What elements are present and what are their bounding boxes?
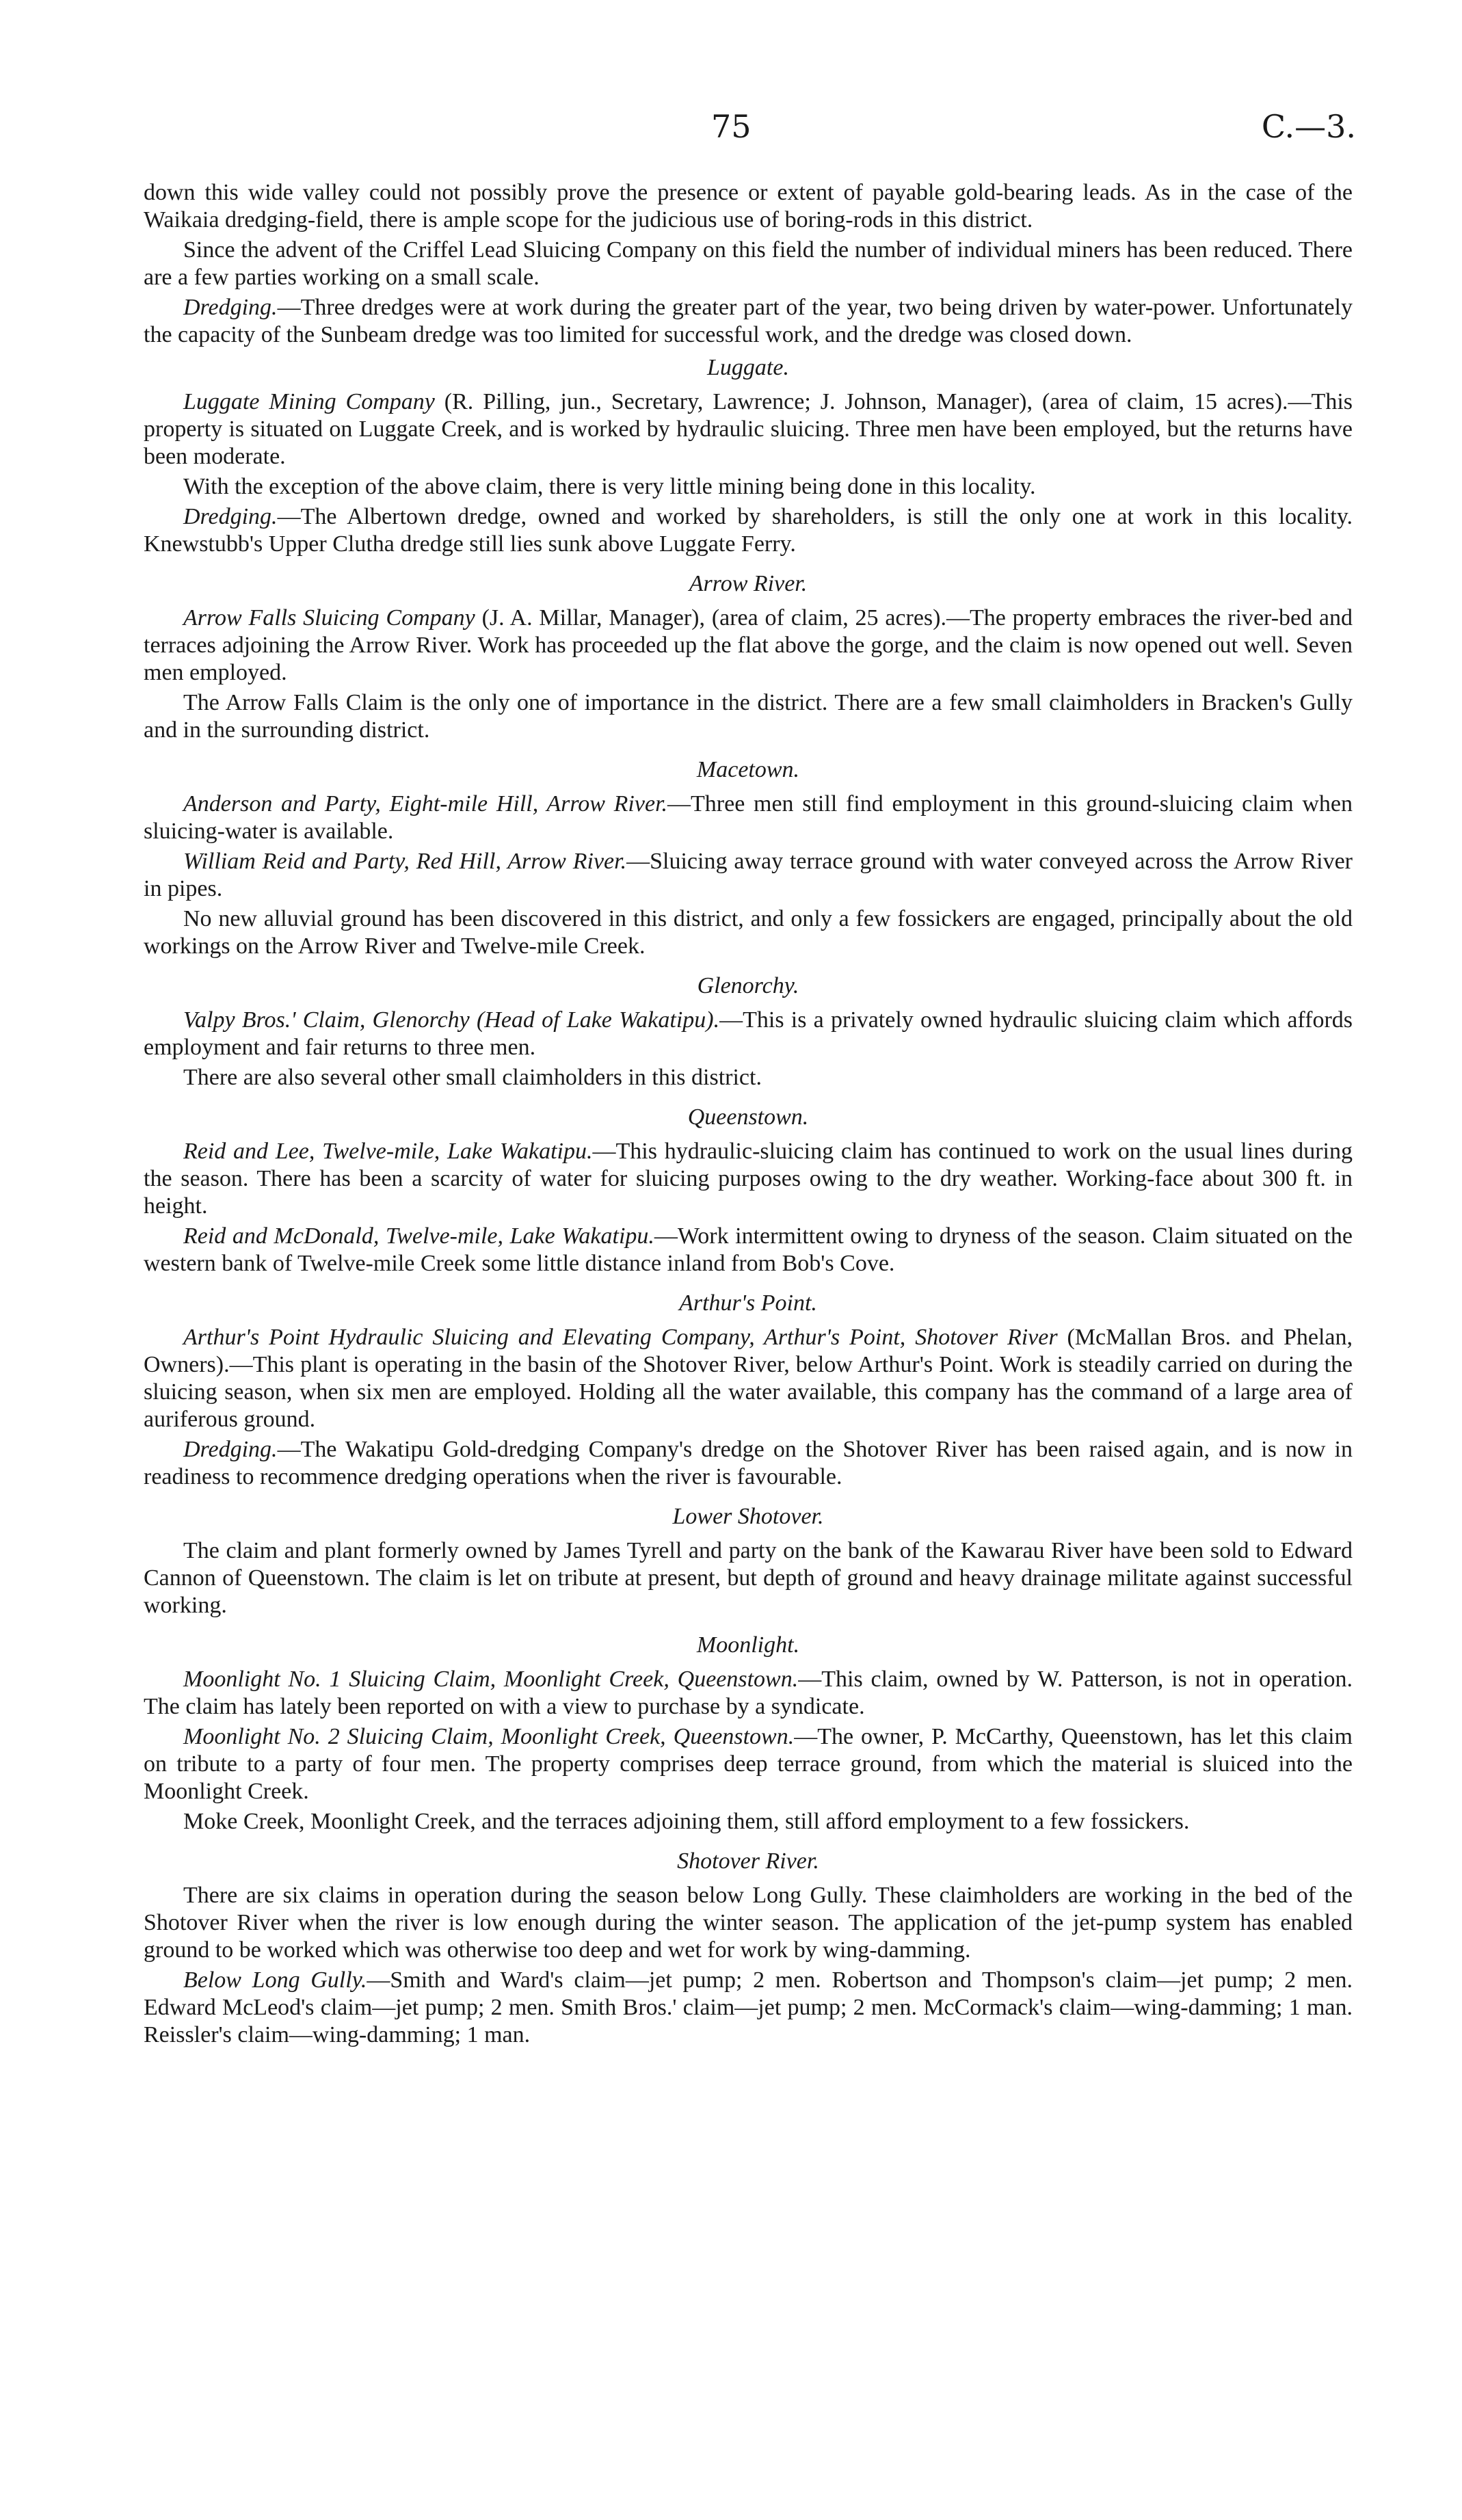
paragraph-lead: Arthur's Point Hydraulic Sluicing and Elevating Company, Arthur's Point, Shotover River (183, 1325, 1058, 1350)
paragraph: Moke Creek, Moonlight Creek, and the terraces adjoining them, still afford employment to a few fossickers. (183, 1809, 1190, 1834)
paragraph (144, 1007, 1353, 1061)
paragraph-lead: Arrow Falls Sluicing Company (183, 605, 475, 631)
section-heading-luggate: Luggate. (707, 355, 789, 380)
paragraph-text: —The Wakatipu Gold-dredging Company's dredge on the Shotover River has been raised again, and is now in readiness to recommence dredging operations when the river is favourable. (144, 1437, 1353, 1489)
paragraph-text: —This claim, owned by W. Patterson, is not in operation. The claim has lately been reported on with a view to purchase by a syndicate. (144, 1667, 1353, 1719)
section-heading-shotover-river: Shotover River. (677, 1848, 819, 1874)
paragraph-text: (J. A. Millar, Manager), (area of claim, 25 acres).—The property embraces the river-bed and terraces adjoining the Arrow River. Work has proceeded up the flat above the gorge, and the claim is now opened out well. Seven men employed. (144, 605, 1353, 685)
paragraph: No new alluvial ground has been discovered in this district, and only a few fossickers are engaged, principally about the old workings on the Arrow River and Twelve-mile Creek. (144, 906, 1353, 959)
paragraph-lead: Below Long Gully. (183, 1967, 367, 1993)
paragraph (144, 605, 1353, 687)
paragraph (144, 294, 1353, 349)
section-heading-lower-shotover: Lower Shotover. (672, 1504, 824, 1529)
paragraph (144, 1138, 1353, 1220)
paragraph-text: —Sluicing away terrace ground with water conveyed across the Arrow River in pipes. (144, 849, 1353, 901)
paragraph (144, 1436, 1353, 1491)
paragraph-lead: Dredging. (183, 504, 278, 529)
paragraph-text: —This is a privately owned hydraulic sluicing claim which affords employment and fair returns to three men. (144, 1007, 1353, 1060)
paragraph-lead: Dredging. (183, 295, 278, 320)
page-number: 75 (711, 108, 752, 145)
paragraph: Since the advent of the Criffel Lead Sluicing Company on this field the number of individual miners has been reduced. There are a few parties working on a small scale. (144, 237, 1353, 290)
paragraph (144, 1324, 1353, 1433)
section-heading-macetown: Macetown. (696, 757, 800, 782)
paragraph-lead: Anderson and Party, Eight-mile Hill, Arrow River. (183, 791, 668, 817)
paragraph (144, 388, 1353, 470)
paragraph-lead: Dredging. (183, 1437, 278, 1462)
paragraph: down this wide valley could not possibly prove the presence or extent of payable gold-bearing leads. As in the case of the Waikaia dredging-field, there is ample scope for the judicious use of boring-rods in this district. (144, 180, 1353, 233)
paragraph-text: —The owner, P. McCarthy, Queenstown, has let this claim on tribute to a party of four men. The property comprises deep terrace ground, from which the material is sluiced into the Moonlight Creek. (144, 1724, 1353, 1804)
paragraph-text: —Work intermittent owing to dryness of the season. Claim situated on the western bank of Twelve-mile Creek some little distance inland from Bob's Cove. (144, 1223, 1353, 1276)
paragraph-text: (R. Pilling, jun., Secretary, Lawrence; J. Johnson, Manager), (area of claim, 15 acres).—This property is situated on Luggate Creek, and is worked by hydraulic sluicing. Three men have been employed, but the returns have been moderate. (144, 389, 1353, 469)
section-heading-queenstown: Queenstown. (687, 1104, 809, 1130)
paragraph: There are six claims in operation during the season below Long Gully. These claimholders are working in the bed of the Shotover River when the river is low enough during the winter season. The application of the jet-pump system has enabled ground to be worked which was otherwise too deep and wet for work by wing-damming. (144, 1883, 1353, 1963)
paragraph-text: —Three dredges were at work during the greater part of the year, two being driven by water-power. Unfortunately the capacity of the Sunbeam dredge was too limited for successful work, and the dredge was closed down. (144, 295, 1353, 347)
paragraph-text: —The Albertown dredge, owned and worked by shareholders, is still the only one at work in this locality. Knewstubb's Upper Clutha dredge still lies sunk above Luggate Ferry. (144, 504, 1353, 557)
paragraph: The claim and plant formerly owned by James Tyrell and party on the bank of the Kawarau River have been sold to Edward Cannon of Queenstown. The claim is let on tribute at present, but depth of ground and heavy drainage militate against successful working. (144, 1538, 1353, 1618)
paragraph: With the exception of the above claim, there is very little mining being done in this locality. (183, 474, 1036, 499)
paragraph: The Arrow Falls Claim is the only one of importance in the district. There are a few small claimholders in Bracken's Gully and in the surrounding district. (144, 690, 1353, 743)
paragraph-lead: Reid and Lee, Twelve-mile, Lake Wakatipu. (183, 1139, 593, 1164)
page-header (0, 108, 1462, 149)
paragraph (144, 1223, 1353, 1277)
paragraph (144, 1666, 1353, 1721)
paragraph-text: (McMallan Bros. and Phelan, Owners).—This plant is operating in the basin of the Shotover River, below Arthur's Point. Work is steadily carried on during the sluicing season, when six men are employed. Holding all the water available, this company has the command of a large area of auriferous ground. (144, 1325, 1353, 1432)
paragraph-lead: Moonlight No. 2 Sluicing Claim, Moonlight Creek, Queenstown. (183, 1724, 795, 1749)
page-reference: C.—3. (1261, 108, 1356, 145)
section-heading-glenorchy: Glenorchy. (697, 973, 799, 998)
paragraph-lead: Moonlight No. 1 Sluicing Claim, Moonlight Creek, Queenstown. (183, 1667, 799, 1692)
paragraph (144, 1723, 1353, 1805)
paragraph-lead: Valpy Bros.' Claim, Glenorchy (Head of Lake Wakatipu). (183, 1007, 720, 1033)
paragraph-text: —Smith and Ward's claim—jet pump; 2 men. Robertson and Thompson's claim—jet pump; 2 men. Edward McLeod's claim—jet pump; 2 men. Smith Bros.' claim—jet pump; 2 men. McCormack's claim—wing-damming; 1 man. Reissler's claim—wing-damming; 1 man. (144, 1967, 1353, 2047)
section-heading-arthurs-point: Arthur's Point. (679, 1290, 817, 1316)
paragraph (144, 791, 1353, 845)
section-heading-arrow-river: Arrow River. (689, 571, 808, 596)
paragraph: There are also several other small claimholders in this district. (183, 1065, 762, 1090)
paragraph (144, 848, 1353, 903)
document-body (144, 179, 1353, 2052)
section-heading-moonlight: Moonlight. (696, 1632, 800, 1658)
paragraph (144, 1967, 1353, 2049)
paragraph-lead: Reid and McDonald, Twelve-mile, Lake Wakatipu. (183, 1223, 654, 1249)
paragraph-text: —Three men still find employment in this ground-sluicing claim when sluicing-water is available. (144, 791, 1353, 844)
paragraph-text: —This hydraulic-sluicing claim has continued to work on the usual lines during the season. There has been a scarcity of water for sluicing purposes owing to the dry weather. Working-face about 300 ft. in height. (144, 1139, 1353, 1219)
paragraph-lead: Luggate Mining Company (183, 389, 435, 414)
paragraph-lead: William Reid and Party, Red Hill, Arrow River. (183, 849, 627, 874)
paragraph (144, 503, 1353, 558)
